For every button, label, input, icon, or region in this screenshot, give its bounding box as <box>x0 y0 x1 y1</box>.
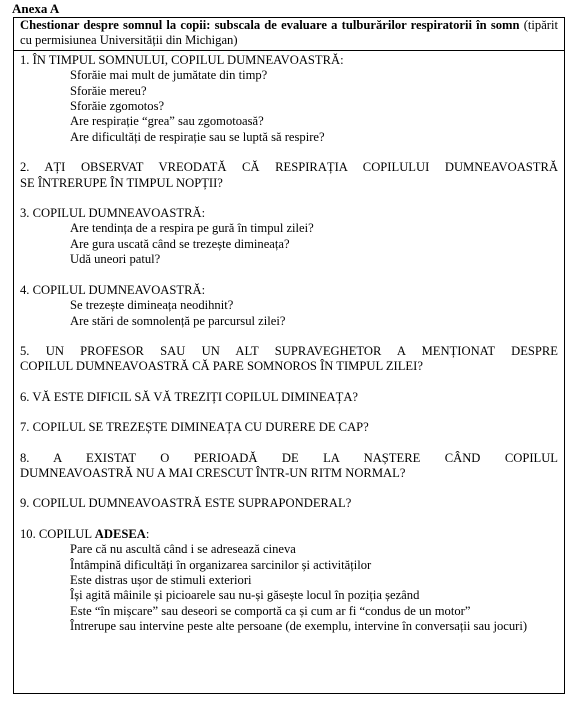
question-text: COPILUL DUMNEAVOASTRĂ CĂ PARE SOMNOROS ÎN TIMPUL ZILEI? <box>20 359 423 374</box>
sub-item: Udă uneori patul? <box>70 252 161 267</box>
sub-item: Are gura uscată când se trezește dimineața? <box>70 236 290 251</box>
question-text: 5. UN PROFESOR SAU UN ALT SUPRAVEGHETOR A MENȚIONAT DESPRE <box>20 343 558 358</box>
sub-item: Pare că nu ascultă când i se adresează cineva <box>70 542 296 557</box>
emphasis-word: ADESEA <box>94 526 146 541</box>
question-text: SE ÎNTRERUPE ÎN TIMPUL NOPȚII? <box>20 175 223 190</box>
sub-item: Sforăie zgomotos? <box>70 99 165 114</box>
questions-list <box>14 51 564 635</box>
question-text: 3. COPILUL DUMNEAVOASTRĂ: <box>20 206 206 221</box>
sub-item: Își agită mâinile și picioarele sau nu-și găsește locul în poziția șezând <box>70 588 420 603</box>
sub-item: Are tendința de a respira pe gură în timpul zilei? <box>70 221 314 236</box>
question-3 <box>20 206 558 268</box>
sub-item: Are respirație “grea” sau zgomotoasă? <box>70 114 264 129</box>
sub-item: Sforăie mai mult de jumătate din timp? <box>70 68 268 83</box>
question-text: 6. VĂ ESTE DIFICIL SĂ VĂ TREZIȚI COPILUL DIMINEAȚA? <box>20 389 359 404</box>
sub-item: Este distras ușor de stimuli exteriori <box>70 572 252 587</box>
question-text: 2. AȚI OBSERVAT VREODATĂ CĂ RESPIRAȚIA COPILULUI DUMNEAVOASTRĂ <box>20 160 558 175</box>
table-header <box>14 18 564 51</box>
question-9 <box>20 496 558 511</box>
question-prefix: 10. COPILUL <box>20 526 95 541</box>
sub-item: Se trezește dimineața neodihnit? <box>70 298 234 313</box>
sub-item: Întâmpină dificultăți în organizarea sarcinilor și activităților <box>70 557 372 572</box>
sub-item: Are dificultăți de respirație sau se luptă să respire? <box>70 129 325 144</box>
question-1 <box>20 53 558 145</box>
question-text: 9. COPILUL DUMNEAVOASTRĂ ESTE SUPRAPONDERAL? <box>20 496 352 511</box>
sub-item: Întrerupe sau intervine peste alte persoane (de exemplu, intervine în conversații sau jocuri) <box>70 619 528 634</box>
question-text <box>20 527 558 542</box>
question-text: 8. A EXISTAT O PERIOADĂ DE LA NAȘTERE CÂND COPILUL <box>20 450 558 465</box>
questionnaire-title: Chestionar despre somnul la copii: subscala de evaluare a tulburărilor respiratorii în somn <box>20 18 520 32</box>
questionnaire-table <box>13 17 565 694</box>
sub-item: Este “în mișcare” sau deseori se comportă ca și cum ar fi “condus de un motor” <box>70 603 471 618</box>
question-text: 4. COPILUL DUMNEAVOASTRĂ: <box>20 282 206 297</box>
question-10 <box>20 527 558 635</box>
sub-item: Are stări de somnolență pe parcursul zilei? <box>70 313 286 328</box>
permission-note: (tipărit cu permisiunea Universității din Michigan) <box>20 18 558 48</box>
question-7 <box>20 420 558 435</box>
question-2 <box>20 160 558 191</box>
question-6 <box>20 390 558 405</box>
sub-item: Sforăie mereu? <box>70 83 147 98</box>
question-text: DUMNEAVOASTRĂ NU A MAI CRESCUT ÎNTR-UN RITM NORMAL? <box>20 465 406 480</box>
question-suffix: : <box>145 526 150 541</box>
question-text: 7. COPILUL SE TREZEȘTE DIMINEAȚA CU DURERE DE CAP? <box>20 420 369 435</box>
question-8 <box>20 451 558 482</box>
question-4 <box>20 283 558 329</box>
question-5 <box>20 344 558 375</box>
annex-title: Anexa A <box>12 1 60 16</box>
question-text: 1. ÎN TIMPUL SOMNULUI, COPILUL DUMNEAVOASTRĂ: <box>20 52 344 67</box>
